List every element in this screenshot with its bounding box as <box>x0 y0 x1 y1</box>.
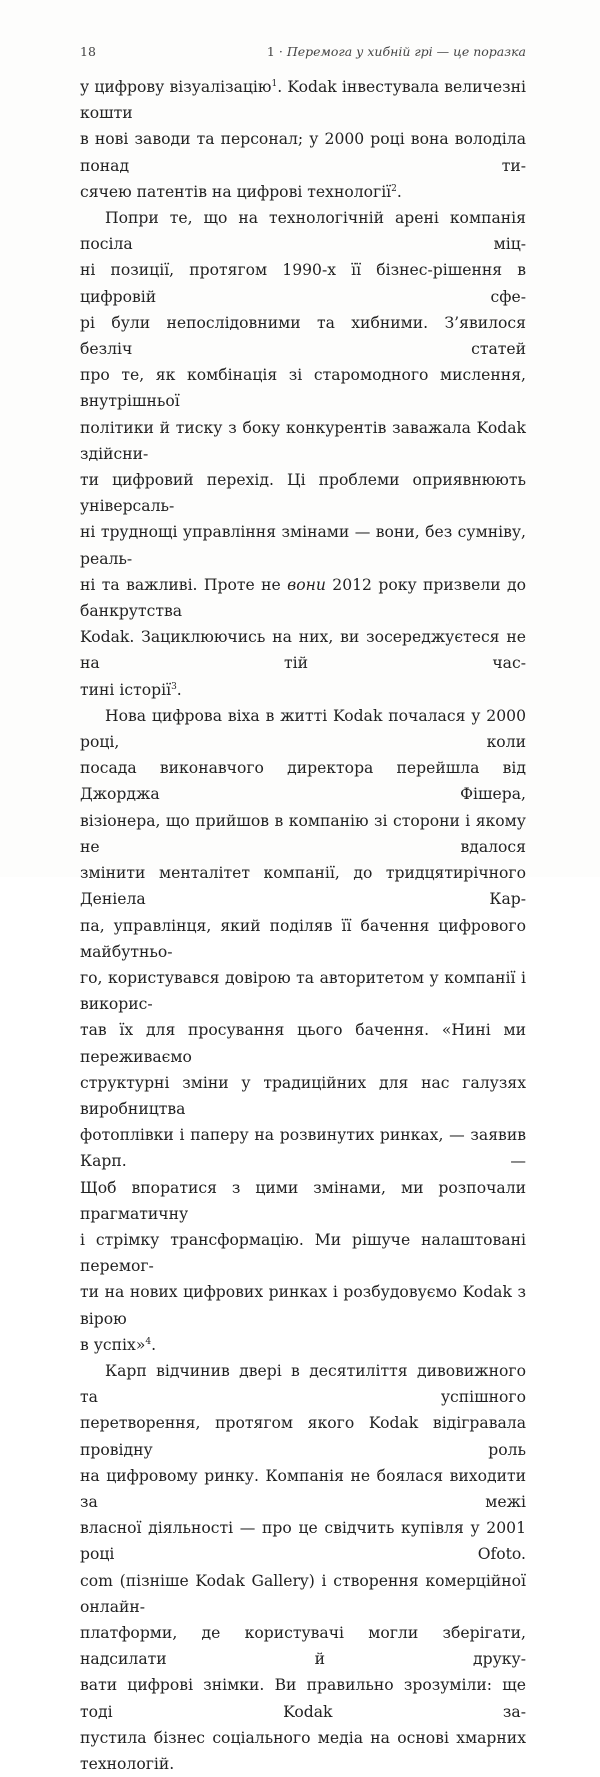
text-run: . Kodak інвестувала величезні кошти <box>80 78 527 123</box>
text-line <box>80 677 526 703</box>
text-run: com (пізніше Kodak Gallery) і створення комерційної онлайн- <box>80 1571 526 1616</box>
text-run: перетворення, протягом якого Kodak відігравала провідну роль <box>80 1414 526 1459</box>
text-line <box>80 519 526 571</box>
chapter-title-text: Перемога у хибній грі — це поразка <box>286 44 526 59</box>
text-run: ти цифровий перехід. Ці проблеми оприявнюють універсаль- <box>80 471 526 516</box>
text-run: вати цифрові знімки. Ви правильно зрозуміли: ще тоді Kodak за- <box>80 1676 526 1721</box>
text-line <box>80 179 526 205</box>
text-line <box>80 1463 526 1515</box>
text-line <box>80 1620 526 1672</box>
text-line <box>80 965 526 1017</box>
text-line <box>80 1017 526 1069</box>
text-line <box>80 1672 526 1724</box>
text-line <box>80 860 526 912</box>
footnote-ref: 2 <box>391 183 397 194</box>
text-run: посада виконавчого директора перейшла від Джорджа Фішера, <box>80 759 526 804</box>
text-line <box>80 913 526 965</box>
text-run: власної діяльності — про це свідчить купівля у 2001 році Ofoto. <box>80 1519 526 1564</box>
text-run: фотоплівки і паперу на розвинутих ринках, — заявив Карп. — <box>80 1126 526 1171</box>
text-run: Kodak. Зациклюючись на них, ви зосереджуєтеся не на тій час- <box>80 628 526 673</box>
text-line <box>80 1175 526 1227</box>
text-run: пустила бізнес соціального медіа на основі хмарних технологій. <box>80 1728 526 1773</box>
text-line <box>80 624 526 676</box>
text-line <box>80 572 526 624</box>
paragraph <box>80 1358 526 1777</box>
text-line <box>80 126 526 178</box>
text-run: Карп відчинив двері в десятиліття дивовижного та успішного <box>80 1361 526 1407</box>
text-run: го, користувався довірою та авторитетом у компанії і викорис- <box>80 968 526 1014</box>
text-run: політики й тиску з боку конкурентів заважала Kodak здійсни- <box>80 418 526 463</box>
text-run: тині історії <box>80 680 172 699</box>
running-head <box>80 44 526 62</box>
text-run: Нова цифрова віха в житті Kodak почалася у 2000 році, коли <box>80 706 526 752</box>
text-line <box>80 1227 526 1279</box>
footnote-ref: 3 <box>171 681 177 692</box>
text-line <box>80 1410 526 1462</box>
text-run: . <box>396 182 402 201</box>
text-run: і стрімку трансформацію. Ми рішуче налаштовані перемог- <box>80 1230 526 1276</box>
chapter-title <box>267 44 526 59</box>
emphasis: вони <box>287 575 326 594</box>
text-line <box>80 1515 526 1567</box>
text-run: рі були непослідовними та хибними. З’явилося безліч статей <box>80 313 526 359</box>
text-run: па, управлінця, який поділяв її бачення цифрового майбутньо- <box>80 916 526 961</box>
text-run: ні труднощі управління змінами — вони, без сумніву, реаль- <box>80 523 526 568</box>
text-line <box>80 703 526 755</box>
text-line <box>80 1070 526 1122</box>
text-run: в успіх» <box>80 1335 146 1354</box>
text-run: ні та важливі. Проте не <box>80 575 288 594</box>
text-line <box>80 1568 526 1620</box>
text-run: ти на нових цифрових ринках і розбудовуємо Kodak з вірою <box>80 1283 526 1328</box>
page-number: 18 <box>80 44 96 59</box>
paragraph <box>80 703 526 1358</box>
text-line <box>80 310 526 362</box>
text-run: . <box>176 680 182 699</box>
paragraph <box>80 205 526 703</box>
text-run: Попри те, що на технологічній арені компанія посіла міц- <box>80 209 526 254</box>
text-line <box>80 467 526 519</box>
chapter-separator: · <box>278 44 283 59</box>
text-run: візіонера, що прийшов в компанію зі сторони і якому не вдалося <box>80 811 526 856</box>
text-run: в нові заводи та персонал; у 2000 році вона володіла понад ти- <box>80 130 526 175</box>
footnote-ref: 4 <box>145 1336 152 1347</box>
text-run: структурні зміни у традиційних для нас галузях виробництва <box>80 1073 526 1118</box>
text-line <box>80 205 526 257</box>
footnote-ref: 1 <box>271 79 278 89</box>
text-line <box>80 755 526 807</box>
text-line <box>80 1725 526 1777</box>
text-run: ні позиції, протягом 1990-х її бізнес-рішення в цифровій сфе- <box>80 261 526 306</box>
text-run: . <box>151 1335 157 1354</box>
text-line <box>80 74 526 126</box>
text-line <box>80 808 526 860</box>
chapter-number: 1 <box>266 44 275 59</box>
text-run: Щоб впоратися з цими змінами, ми розпочали прагматичну <box>80 1178 526 1223</box>
text-run: 2012 року призвели до банкрутства <box>80 575 526 621</box>
text-line <box>80 1332 526 1358</box>
body-text <box>80 74 526 1777</box>
text-run: у цифрову візуалізацію <box>80 78 272 96</box>
text-line <box>80 1279 526 1331</box>
text-run: на цифровому ринку. Компанія не боялася виходити за межі <box>80 1466 526 1511</box>
text-line <box>80 1358 526 1410</box>
paragraph <box>80 74 526 205</box>
text-run: сячею патентів на цифрові технології <box>80 182 392 201</box>
text-line <box>80 257 526 309</box>
text-run: платформи, де користувачі могли зберігати, надсилати й друку- <box>80 1623 526 1669</box>
text-run: про те, як комбінація зі старомодного мислення, внутрішньої <box>80 366 526 411</box>
text-run: тав їх для просування цього бачення. «Нині ми переживаємо <box>80 1021 526 1066</box>
text-run: змінити менталітет компанії, до тридцятирічного Деніела Кар- <box>80 864 526 909</box>
text-line <box>80 362 526 414</box>
text-line <box>80 1122 526 1174</box>
text-line <box>80 415 526 467</box>
